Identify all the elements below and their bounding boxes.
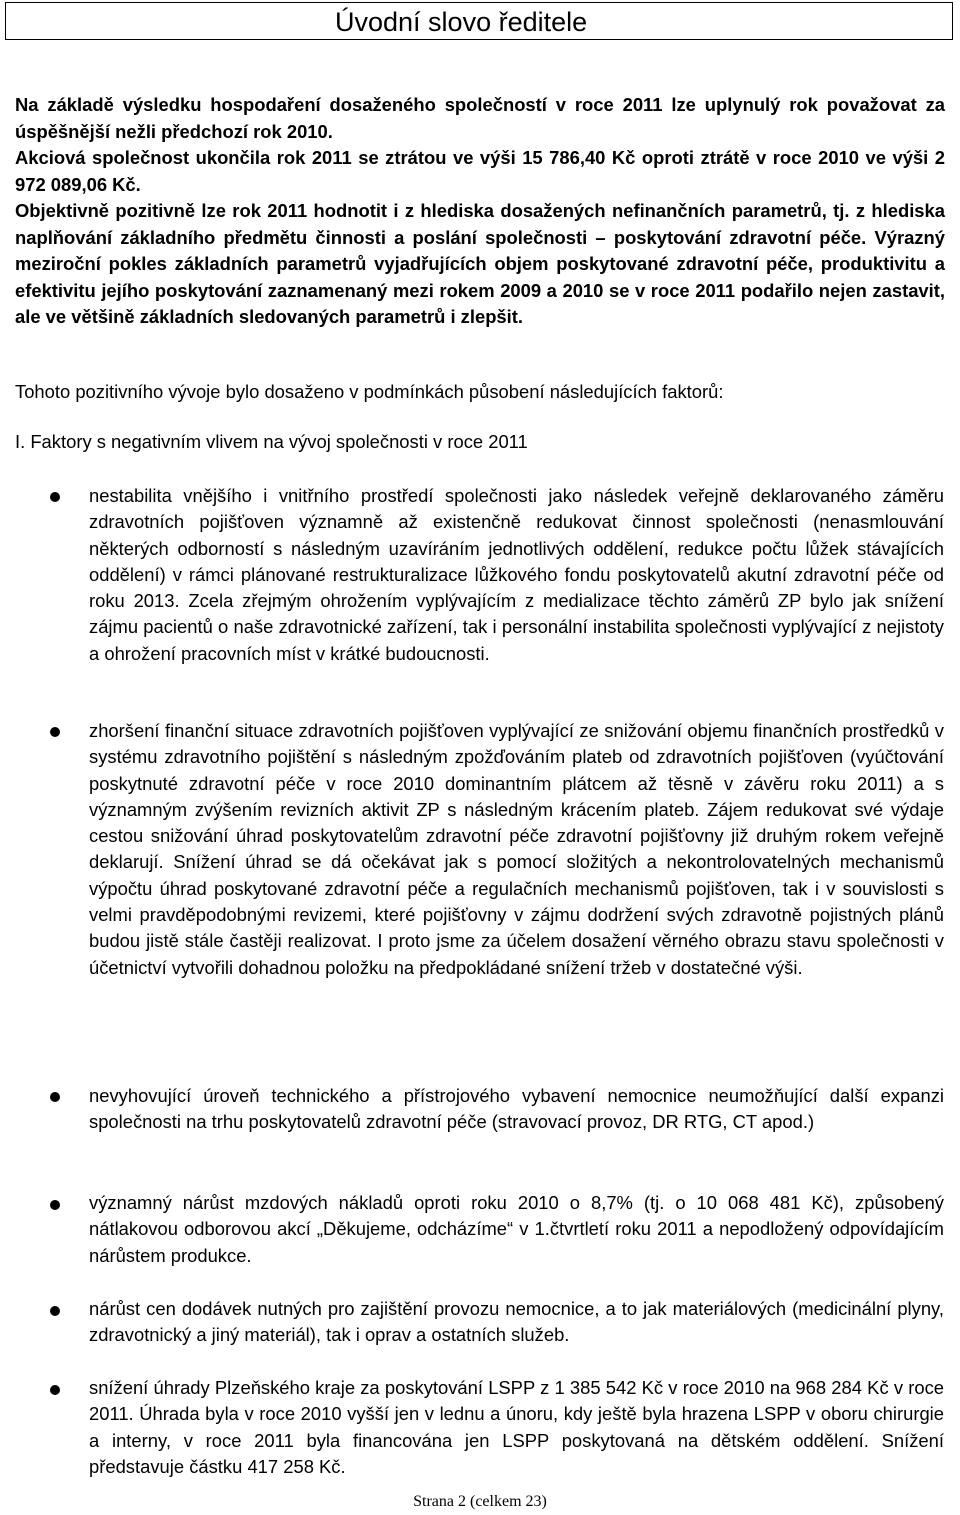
section-heading: I. Faktory s negativním vlivem na vývoj společnosti v roce 2011 — [15, 431, 528, 452]
bullet-icon — [50, 1306, 60, 1316]
factor-item: zhoršení finanční situace zdravotních pojišťoven vyplývající ze snižování objemu finančních prostředků v systému zdravotního pojištění s následným zpožďováním plateb od zdravotních pojišťoven (vyúčtování poskytnuté zdravotní péče v roce 2010 dominantním plátcem až těsně v závěru roku 2011) a s významným zvýšením revizních aktivit ZP s následným krácením plateb. Zájem redukovat své výdaje cestou snižování úhrad poskytovatelům zdravotní péče zdravotní pojišťovny již druhým rokem veřejně deklarují. Snížení úhrad se dá očekávat jak s pomocí složitých a nekontrolovatelných mechanismů výpočtu úhrad poskytované zdravotní péče a regulačních mechanismů pojišťoven, tak i v souvislosti s velmi pravděpodobnými revizemi, které pojišťovny v zájmu dodržení svých zdravotně pojistných plánů budou jistě stále častěji realizovat. I proto jsme za účelem dosažení věrného obrazu stavu společnosti v účetnictví vytvořili dohadnou položku na předpokládané snížení tržeb v dostatečné výši. — [89, 720, 944, 978]
page-title: Úvodní slovo ředitele — [335, 7, 588, 37]
bullet-icon — [50, 1200, 60, 1210]
intro-sentence-3: Objektivně pozitivně lze rok 2011 hodnotit i z hlediska dosažených nefinančních parametrů, tj. z hlediska naplňování základního předmětu činnosti a poslání společnosti – poskytování zdravotní péče. Výrazný meziroční pokles základních parametrů vyjadřujících objem poskytované zdravotní péče, produktivitu a efektivitu jejího poskytování zaznamenaný mezi rokem 2009 a 2010 se v roce 2011 podařilo nejen zastavit, ale ve většině základních sledovaných parametrů i zlepšit. — [15, 200, 945, 327]
factor-item: snížení úhrady Plzeňského kraje za poskytování LSPP z 1 385 542 Kč v roce 2010 na 968 284 Kč v roce 2011. Úhrada byla v roce 2010 vyšší jen v lednu a únoru, kdy ještě byla hrazena LSPP v oboru chirurgie a interny, v roce 2011 byla financována jen LSPP poskytovaná na dětském oddělení. Snížení představuje částku 417 258 Kč. — [89, 1377, 944, 1477]
title-box — [5, 2, 953, 40]
factor-item: nárůst cen dodávek nutných pro zajištění provozu nemocnice, a to jak materiálových (medicinální plyny, zdravotnický a jiný materiál), tak i oprav a ostatních služeb. — [89, 1298, 944, 1346]
bullet-icon — [50, 1385, 60, 1395]
intro-sentence-2: Akciová společnost ukončila rok 2011 se ztrátou ve výši 15 786,40 Kč oproti ztrátě v roce 2010 ve výši 2 972 089,06 Kč. — [15, 147, 945, 195]
bullet-icon — [50, 1092, 60, 1102]
page-footer: Strana 2 (celkem 23) — [413, 1493, 547, 1510]
intro-paragraph — [15, 92, 945, 331]
bullet-icon — [50, 492, 60, 502]
bullet-icon — [50, 727, 60, 737]
intro-sentence-1: Na základě výsledku hospodaření dosaženého společností v roce 2011 lze uplynulý rok považovat za úspěšnější nežli předchozí rok 2010. — [15, 94, 945, 142]
factor-item: významný nárůst mzdových nákladů oproti roku 2010 o 8,7% (tj. o 10 068 481 Kč), způsobený nátlakovou odborovou akcí „Děkujeme, odcházíme“ v 1.čtvrtletí roku 2011 a nepodložený odpovídajícím nárůstem produkce. — [89, 1192, 944, 1266]
factor-item: nevyhovující úroveň technického a přístrojového vybavení nemocnice neumožňující další expanzi společnosti na trhu poskytovatelů zdravotní péče (stravovací provoz, DR RTG, CT apod.) — [89, 1085, 944, 1133]
factor-item: nestabilita vnějšího i vnitřního prostředí společnosti jako následek veřejně deklarovaného záměru zdravotních pojišťoven významně až existenčně redukovat činnost společnosti (nenasmlouvání některých odborností s následným uzavíráním jednotlivých oddělení, redukce počtu lůžek stávajících oddělení) v rámci plánované restrukturalizace lůžkového fondu poskytovatelů akutní zdravotní péče od roku 2013. Zcela zřejmým ohrožením vyplývajícím z medializace těchto záměrů ZP bylo jak snížení zájmu pacientů o naše zdravotnické zařízení, tak i personální instabilita společnosti vyplývající z nejistoty a ohrožení pracovních míst v krátké budoucnosti. — [89, 485, 944, 664]
factors-intro: Tohoto pozitivního vývoje bylo dosaženo v podmínkách působení následujících faktorů: — [15, 381, 724, 402]
